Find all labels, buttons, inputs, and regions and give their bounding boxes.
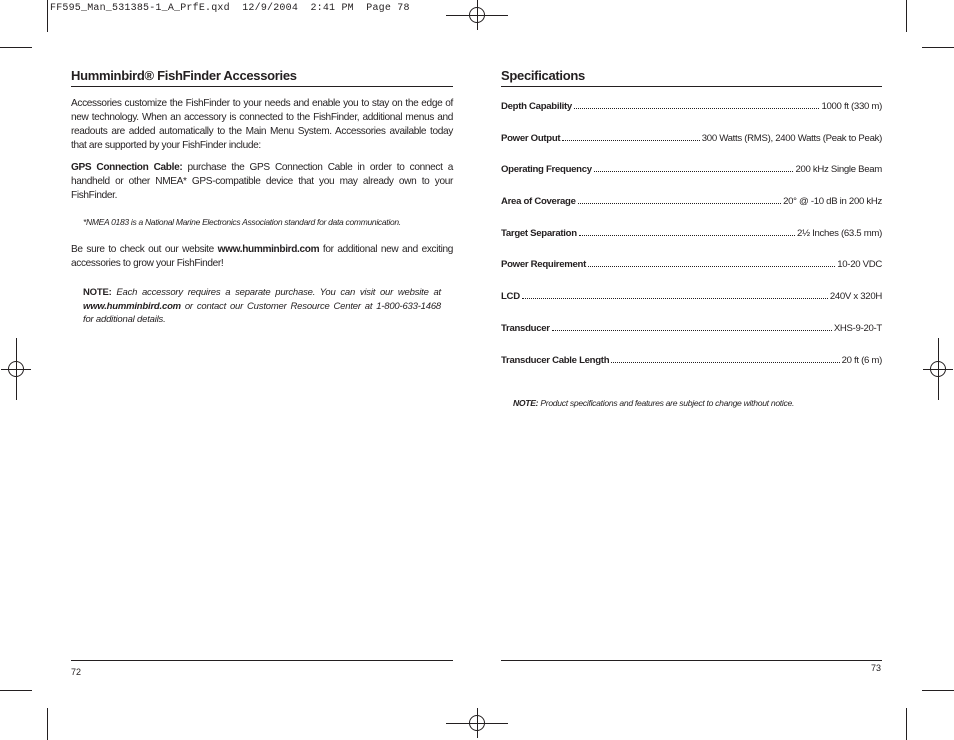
crop-mark xyxy=(0,47,32,48)
nmea-footnote: *NMEA 0183 is a National Marine Electronics Association standard for data communication. xyxy=(83,217,401,227)
dot-leader xyxy=(552,323,832,331)
crop-mark xyxy=(922,47,954,48)
gps-cable-label: GPS Connection Cable: xyxy=(71,162,183,173)
website-text-pre: Be sure to check out our website xyxy=(71,244,218,255)
left-footer-rule xyxy=(71,660,453,661)
website-text-post: for additional new and exciting accessories to grow your FishFinder! xyxy=(71,244,453,269)
spec-name: LCD xyxy=(501,291,520,303)
dot-leader xyxy=(578,196,781,204)
accessories-intro: Accessories customize the FishFinder to your needs and enable you to stay on the edge of new technology. When an accessory is connected to the FishFinder, additional menus and readouts are added automatically to the Main Menu System. Accessories available today that are supported by your FishFinder include: xyxy=(71,98,453,151)
website-paragraph xyxy=(71,243,453,271)
spec-name: Area of Coverage xyxy=(501,196,576,208)
file-slug: FF595_Man_531385-1_A_PrfE.qxd 12/9/2004 2:41 PM Page 78 xyxy=(50,3,410,14)
spec-name: Transducer xyxy=(501,322,550,334)
dot-leader xyxy=(594,164,794,172)
spec-name: Transducer Cable Length xyxy=(501,354,610,366)
registration-mark-top xyxy=(462,0,492,30)
spec-row-lcd xyxy=(501,291,882,323)
spec-row-transducer xyxy=(501,323,882,355)
note-label: NOTE: xyxy=(83,287,112,298)
registration-mark-bottom xyxy=(462,708,492,738)
spec-row-depth-capability xyxy=(501,101,882,133)
crop-mark xyxy=(47,708,48,740)
crop-mark xyxy=(922,690,954,691)
specifications-note xyxy=(513,398,882,408)
dot-leader xyxy=(579,228,795,236)
right-page-number: 73 xyxy=(871,663,882,673)
crop-mark xyxy=(0,690,32,691)
website-link[interactable]: www.humminbird.com xyxy=(217,244,320,255)
crop-mark xyxy=(906,0,907,32)
spec-row-power-requirement xyxy=(501,259,882,291)
spec-note-text: Product specifications and features are subject to change without notice. xyxy=(538,398,795,409)
crop-mark xyxy=(47,0,48,32)
dot-leader xyxy=(588,259,835,267)
dot-leader xyxy=(611,355,839,363)
accessories-heading: Humminbird® FishFinder Accessories xyxy=(71,68,453,87)
spec-name: Power Output xyxy=(501,132,561,144)
spec-value: 1000 ft (330 m) xyxy=(821,101,882,112)
spec-name: Operating Frequency xyxy=(501,164,592,176)
spec-value: 2½ Inches (63.5 mm) xyxy=(797,227,882,239)
specifications-heading: Specifications xyxy=(501,68,882,87)
spec-value: 20° @ -10 dB in 200 kHz xyxy=(783,196,882,208)
accessories-section xyxy=(71,68,453,327)
spec-note-label: NOTE: xyxy=(513,398,539,409)
spec-name: Power Requirement xyxy=(501,259,586,271)
dot-leader xyxy=(574,101,820,109)
crop-mark xyxy=(906,708,907,740)
spec-value: XHS-9-20-T xyxy=(833,322,882,334)
right-footer-rule xyxy=(501,660,882,661)
spec-list xyxy=(501,101,882,386)
dot-leader xyxy=(522,291,828,299)
registration-mark-left xyxy=(1,354,31,384)
spec-row-power-output xyxy=(501,133,882,165)
note-text-post: or contact our Customer Resource Center at 1-800-633-1468 for additional details. xyxy=(83,300,441,325)
note-website-link[interactable]: www.humminbird.com xyxy=(83,300,181,312)
accessory-note xyxy=(83,286,441,327)
dot-leader xyxy=(562,133,699,141)
spec-row-area-of-coverage xyxy=(501,196,882,228)
spec-name: Target Separation xyxy=(501,227,577,239)
spec-value: 240V x 320H xyxy=(829,291,882,303)
spec-name: Depth Capability xyxy=(501,101,572,112)
spec-value: 200 kHz Single Beam xyxy=(795,164,882,176)
left-page-number: 72 xyxy=(71,667,82,677)
spec-row-operating-frequency xyxy=(501,164,882,196)
spec-row-target-separation xyxy=(501,228,882,260)
registration-mark-right xyxy=(923,354,953,384)
specifications-section xyxy=(501,68,882,408)
gps-cable-paragraph xyxy=(71,161,453,203)
gps-cable-text: purchase the GPS Connection Cable in order to connect a handheld or other NMEA* GPS-compatible device that you may already own to your FishFinder. xyxy=(71,162,454,201)
spec-value: 20 ft (6 m) xyxy=(841,354,882,366)
spec-value: 10-20 VDC xyxy=(837,259,882,271)
spec-row-transducer-cable-length xyxy=(501,355,882,387)
spec-value: 300 Watts (RMS), 2400 Watts (Peak to Peak) xyxy=(701,132,882,144)
note-text-pre: Each accessory requires a separate purchase. You can visit our website at xyxy=(111,287,441,298)
